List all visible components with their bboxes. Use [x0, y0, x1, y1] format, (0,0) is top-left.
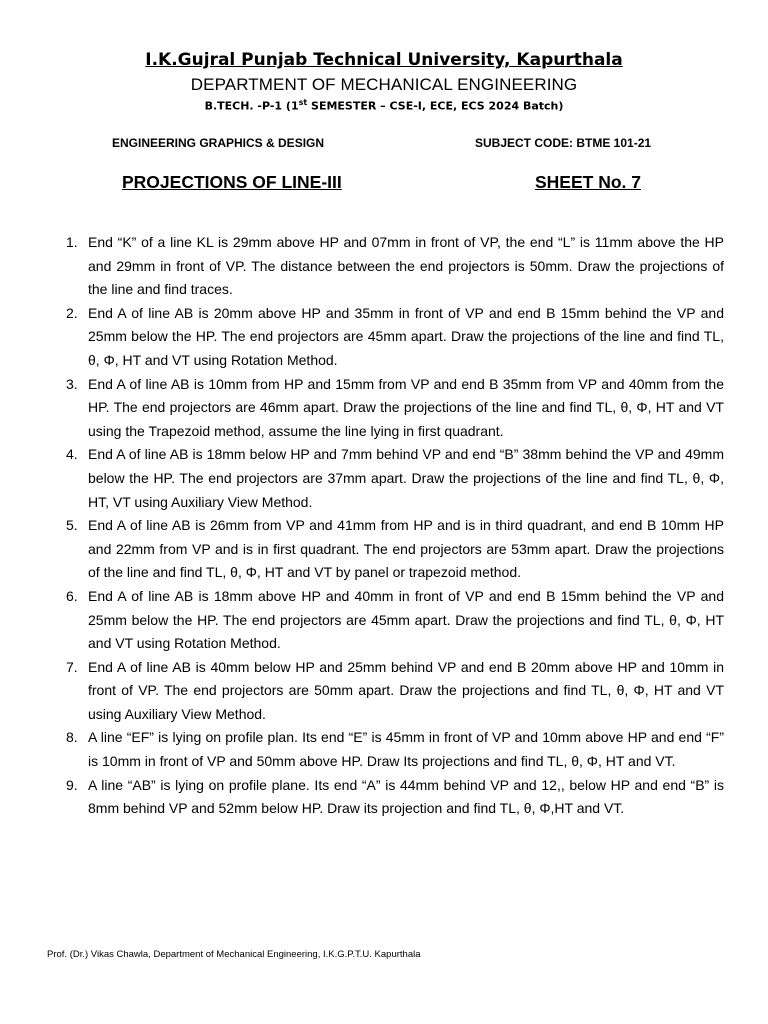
batch-line: [0, 98, 768, 113]
sheet-number: SHEET No. 7: [535, 172, 641, 192]
question-number: 3.: [66, 375, 78, 392]
subject-code: SUBJECT CODE: BTME 101-21: [475, 136, 652, 150]
batch-prefix: B.TECH. -P-1 (1: [204, 99, 299, 113]
question-item: [66, 585, 724, 656]
question-text: End “K” of a line KL is 29mm above HP and 07mm in front of VP, the end “L” is 11mm above the HP and 29mm in front of VP. The distance between the end projectors is 50mm. Draw the projections of the line and find traces.: [88, 234, 724, 298]
question-item: [66, 302, 724, 373]
question-item: [66, 443, 724, 514]
question-text: End A of line AB is 26mm from VP and 41mm from HP and is in third quadrant, and end B 10mm HP and 22mm from VP and is in first quadrant. The end projectors are 53mm apart. Draw the projections of the line and find TL, θ, Φ, HT and VT by panel or trapezoid method.: [88, 517, 724, 581]
subject-name: ENGINEERING GRAPHICS & DESIGN: [112, 136, 325, 150]
batch-suffix: SEMESTER – CSE-I, ECE, ECS 2024 Batch): [307, 99, 564, 113]
question-number: 9.: [66, 776, 78, 793]
question-number: 6.: [66, 587, 78, 604]
question-text: End A of line AB is 18mm below HP and 7mm behind VP and end “B” 38mm behind the VP and 49mm below the HP. The end projectors are 37mm apart. Draw the projections of the line and find TL, θ, Φ, HT, VT using Auxiliary View Method.: [88, 446, 724, 510]
question-text: End A of line AB is 18mm above HP and 40mm in front of VP and end B 15mm behind the VP and 25mm below the HP. The end projectors are 45mm apart. Draw the projections and find TL, θ, Φ, HT and VT using Rotation Method.: [88, 587, 724, 652]
question-list: [66, 231, 724, 821]
question-item: [66, 373, 724, 444]
question-item: [66, 726, 724, 773]
question-text: End A of line AB is 40mm below HP and 25mm behind VP and end B 20mm above HP and 10mm in front of VP. The end projectors are 50mm apart. Draw the projections and find TL, θ, Φ, HT and VT using Auxiliary View Method.: [88, 658, 724, 722]
question-text: End A of line AB is 20mm above HP and 35mm in front of VP and end B 15mm behind the VP and 25mm below the HP. The end projectors are 45mm apart. Draw the projections of the line and find TL, θ, Φ, HT and VT using Rotation Method.: [88, 304, 724, 368]
question-number: 5.: [66, 517, 78, 534]
question-number: 4.: [66, 446, 78, 463]
question-number: 1.: [66, 234, 78, 250]
question-item: [66, 656, 724, 727]
question-text: A line “EF” is lying on profile plan. Its end “E” is 45mm in front of VP and 10mm above HP and end “F” is 10mm in front of VP and 50mm above HP. Draw Its projections and find TL, θ, Φ, HT and VT.: [88, 729, 724, 770]
batch-superscript: st: [298, 98, 308, 107]
footer-credit: Prof. (Dr.) Vikas Chawla, Department of Mechanical Engineering, I.K.G.P.T.U. Kapurthala: [47, 949, 421, 960]
university-title: I.K.Gujral Punjab Technical University, Kapurthala: [145, 50, 623, 70]
question-text: A line “AB” is lying on profile plane. Its end “A” is 44mm behind VP and 12,, below HP and end “B” is 8mm behind VP and 52mm below HP. Draw its projection and find TL, θ, Φ,HT and VT.: [88, 776, 724, 817]
question-item: [66, 774, 724, 821]
topic-heading: PROJECTIONS OF LINE-III: [122, 172, 342, 192]
department-title: DEPARTMENT OF MECHANICAL ENGINEERING: [190, 75, 578, 94]
question-number: 8.: [66, 729, 78, 746]
question-number: 7.: [66, 658, 78, 675]
question-item: [66, 231, 724, 302]
question-number: 2.: [66, 304, 78, 321]
question-text: End A of line AB is 10mm from HP and 15mm from VP and end B 35mm from VP and 40mm from the HP. The end projectors are 46mm apart. Draw the projections of the line and find TL, θ, Φ, HT and VT using the Trapezoid method, assume the line lying in first quadrant.: [88, 375, 724, 439]
question-item: [66, 514, 724, 585]
